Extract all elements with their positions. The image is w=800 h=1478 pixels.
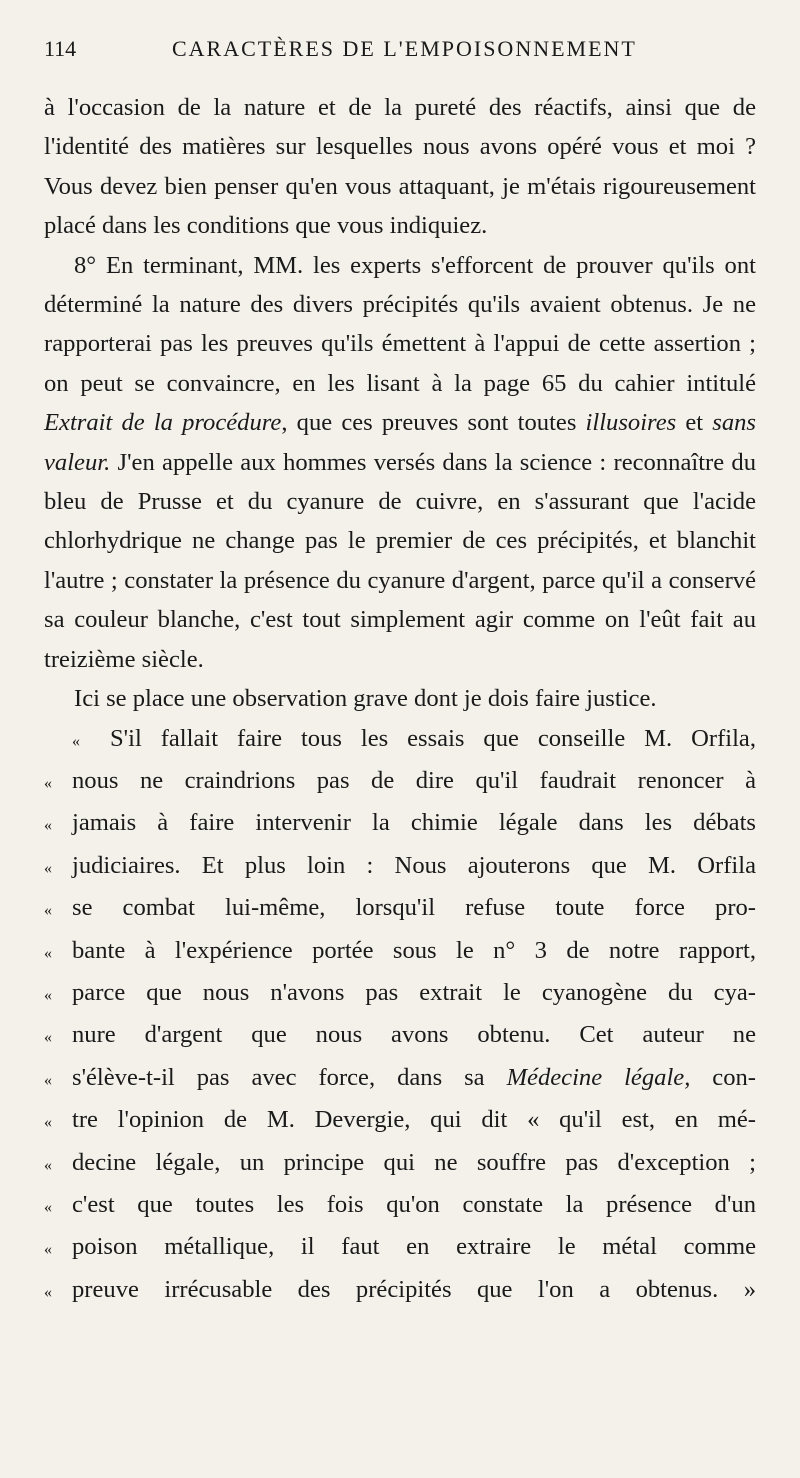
guillemet: « <box>44 1114 52 1132</box>
quote-line-text: decine légale, un principe qui ne souffre pas d'exception ; <box>72 1148 756 1176</box>
guillemet: « <box>72 732 80 750</box>
quote-line <box>44 1270 756 1312</box>
guillemet: « <box>44 986 52 1004</box>
quote-line-text: poison métallique, il faut en extraire le métal comme <box>72 1233 756 1261</box>
quote-line-text: nure d'argent que nous avons obtenu. Cet auteur ne <box>72 1021 756 1049</box>
quote-line-text: c'est que toutes les fois qu'on constate la présence d'un <box>72 1190 756 1218</box>
paragraph-2-text-a: 8° En terminant, MM. les experts s'efforcent de prouver qu'ils ont déterminé la nature des divers précipités qu'ils avaient obtenus. Je ne rapporterai pas les preuves qu'ils émettent à l'appui de cette assertion ; on peut se convaincre, en les lisant à la page 65 du cahier intitulé <box>44 251 756 397</box>
guillemet: « <box>44 944 52 962</box>
quote-line <box>44 973 756 1015</box>
paragraph-1: à l'occasion de la nature et de la pureté des réactifs, ainsi que de l'identité des matières sur lesquelles nous avons opéré vous et moi ? Vous devez bien penser qu'en vous attaquant, je m'étais rigoureusement placé dans les conditions que vous indiquiez. <box>44 94 756 240</box>
guillemet: « <box>44 1241 52 1259</box>
guillemet: « <box>44 1029 52 1047</box>
guillemet: « <box>44 1283 52 1301</box>
quote-line-text-final: preuve irrécusable des précipités que l'on a obtenus. <box>72 1275 719 1303</box>
quote-line-text: bante à l'expérience portée sous le n° 3 de notre rapport, <box>72 936 756 964</box>
italic-sans-valeur: sans valeur. <box>44 409 756 476</box>
running-head <box>44 36 756 88</box>
quote-line <box>44 1058 756 1100</box>
quote-line-text: jamais à faire intervenir la chimie légale dans les débats <box>72 809 756 837</box>
quote-line-text-a: s'élève-t-il pas avec force, dans sa <box>72 1063 507 1091</box>
quote-line <box>44 1143 756 1185</box>
quote-line <box>44 1185 756 1227</box>
quote-line <box>44 846 756 888</box>
italic-extrait: Extrait de la procédure <box>44 409 282 437</box>
paragraph-2 <box>44 246 756 679</box>
quote-line-text <box>72 1270 756 1309</box>
quotation <box>44 719 756 1313</box>
guillemet: « <box>44 1156 52 1174</box>
quote-line <box>44 761 756 803</box>
paragraph-3: Ici se place une observation grave dont je dois faire justice. <box>74 685 657 713</box>
quote-line-text <box>72 1058 756 1097</box>
quote-line <box>44 719 756 761</box>
page-number: 114 <box>44 36 77 61</box>
paragraph-2-text-d: J'en appelle aux hommes versés dans la science : reconnaître du bleu de Prusse et du cyanure de cuivre, en s'assurant que l'acide chlorhydrique ne change pas le premier de ces précipités, et blanchit l'autre ; constater la présence du cyanure d'argent, parce qu'il a conservé sa couleur blanche, c'est tout simplement agir comme on l'eût fait au treizième siècle. <box>44 448 756 673</box>
quote-line-text: parce que nous n'avons pas extrait le cyanogène du cya- <box>72 978 756 1006</box>
guillemet: « <box>44 859 52 877</box>
italic-medecine-legale: Médecine légale, <box>506 1063 691 1091</box>
quote-line-text: se combat lui-même, lorsqu'il refuse toute force pro- <box>72 894 756 922</box>
guillemet-close: » <box>743 1275 756 1303</box>
paragraph-2-text-b: , que ces preuves sont toutes <box>281 409 586 437</box>
guillemet: « <box>44 1198 52 1216</box>
quote-line-text: judiciaires. Et plus loin : Nous ajouterons que M. Orfila <box>72 851 756 879</box>
quote-line-text-b: con- <box>690 1063 757 1091</box>
quote-line <box>44 1227 756 1269</box>
quote-line <box>44 1100 756 1142</box>
running-title: CARACTÈRES DE L'EMPOISONNEMENT <box>172 36 637 61</box>
guillemet: « <box>44 1071 52 1089</box>
quote-line <box>44 1015 756 1057</box>
paragraph-2-text-c: et <box>676 409 713 437</box>
quote-line-text: S'il fallait faire tous les essais que conseille M. Orfila, <box>110 724 756 752</box>
guillemet: « <box>44 902 52 920</box>
body-text <box>44 88 756 1312</box>
quote-line-text: tre l'opinion de M. Devergie, qui dit « qu'il est, en mé- <box>72 1106 756 1134</box>
guillemet: « <box>44 817 52 835</box>
quote-line <box>44 888 756 930</box>
italic-illusoires: illusoires <box>585 409 677 437</box>
quote-line <box>44 803 756 845</box>
quote-line <box>44 931 756 973</box>
guillemet: « <box>44 774 52 792</box>
quote-line-text: nous ne craindrions pas de dire qu'il faudrait renoncer à <box>72 766 756 794</box>
